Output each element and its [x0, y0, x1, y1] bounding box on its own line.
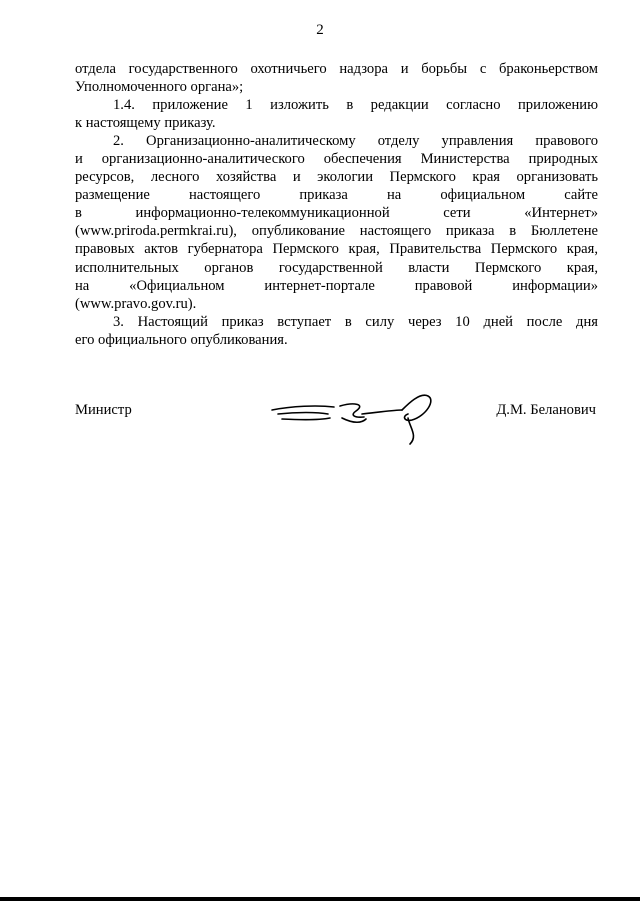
paragraph-3-line-3: ресурсов, лесного хозяйства и экологии Пермского края организовать	[75, 169, 598, 186]
document-body	[75, 60, 598, 349]
paragraph-3-line-10: (www.pravo.gov.ru).	[75, 295, 197, 312]
paragraph-4-line-1: 3. Настоящий приказ вступает в силу через 10 дней после дня	[113, 313, 598, 330]
paragraph-3-line-6: (www.priroda.permkrai.ru), опубликование настоящего приказа в Бюллетене	[75, 223, 598, 240]
bottom-edge-line	[0, 897, 640, 901]
paragraph-3-line-1: 2. Организационно-аналитическому отделу управления правового	[113, 133, 598, 150]
paragraph-3-line-9: на «Официальном интернет-портале правовой информации»	[75, 277, 598, 294]
signature-block	[0, 388, 640, 448]
paragraph-3-line-7: правовых актов губернатора Пермского края, Правительства Пермского края,	[75, 241, 598, 258]
handwritten-signature-image	[262, 388, 442, 448]
paragraph-3-line-8: исполнительных органов государственной власти Пермского края,	[75, 259, 598, 276]
signatory-name: Д.М. Беланович	[496, 402, 596, 418]
paragraph-1-line-2: Уполномоченного органа»;	[75, 79, 244, 96]
paragraph-1-line-1: отдела государственного охотничьего надзора и борьбы с браконьерством	[75, 61, 598, 77]
paragraph-3-line-2: и организационно-аналитического обеспечения Министерства природных	[75, 151, 598, 168]
paragraph-4-line-2: его официального опубликования.	[75, 331, 288, 348]
signatory-title: Министр	[75, 402, 132, 418]
paragraph-3-line-5: в информационно-телекоммуникационной сети «Интернет»	[75, 205, 598, 222]
page-number: 2	[316, 22, 324, 38]
paragraph-2-line-1: 1.4. приложение 1 изложить в редакции согласно приложению	[113, 97, 598, 114]
paragraph-2-line-2: к настоящему приказу.	[75, 115, 216, 132]
paragraph-3-line-4: размещение настоящего приказа на официальном сайте	[75, 187, 598, 204]
